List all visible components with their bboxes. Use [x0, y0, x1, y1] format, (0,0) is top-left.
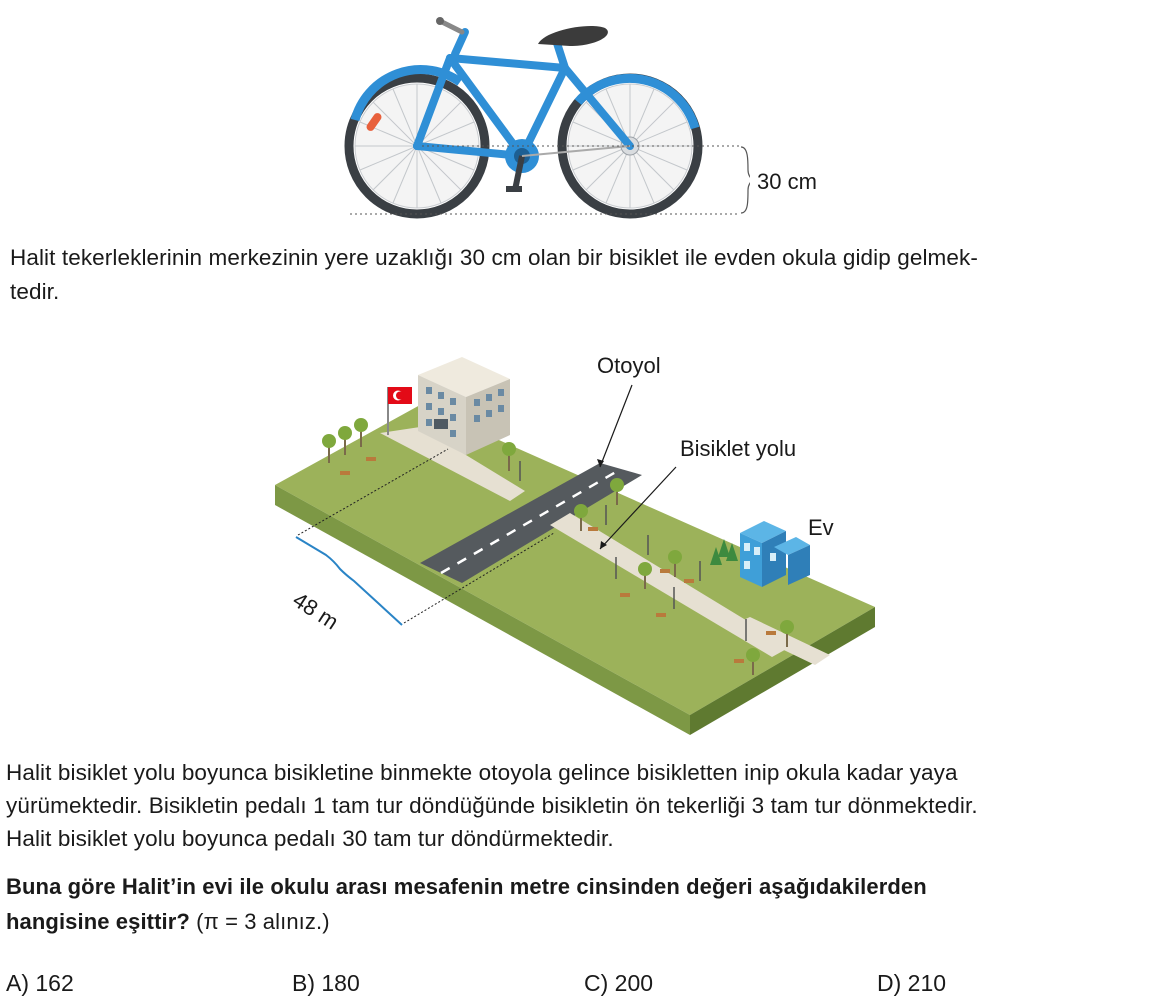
- body-text-line1: Halit bisiklet yolu boyunca bisikletine binmekte otoyola gelince bisikletten inip okula kadar yaya: [6, 760, 958, 785]
- map-illustration: [270, 335, 890, 745]
- option-c-value: 200: [614, 970, 654, 996]
- option-a-value: 162: [35, 970, 74, 996]
- label-distance: 48 m: [288, 587, 344, 635]
- bicycle-illustration: [330, 10, 750, 225]
- label-highway: Otoyol: [597, 353, 661, 378]
- option-c[interactable]: [584, 970, 653, 997]
- intro-text-line2: tedir.: [10, 279, 60, 304]
- option-b[interactable]: [292, 970, 360, 997]
- option-b-letter: B): [292, 970, 315, 996]
- option-a[interactable]: [6, 970, 74, 997]
- label-home: Ev: [808, 515, 834, 540]
- question-line1: Buna göre Halit’in evi ile okulu arası mesafenin metre cinsinden değeri aşağıdakilerden: [6, 874, 927, 899]
- house: [740, 521, 810, 587]
- option-d-value: 210: [907, 970, 947, 996]
- option-a-letter: A): [6, 970, 29, 996]
- option-d-letter: D): [877, 970, 902, 996]
- body-text-line2: yürümektedir. Bisikletin pedalı 1 tam tur döndüğünde bisikletin ön tekerliği 3 tam tur dönmektedir.: [6, 793, 978, 818]
- intro-text-line1: Halit tekerleklerinin merkezinin yere uzaklığı 30 cm olan bir bisiklet ile evden okula gidip gelmek-: [10, 245, 978, 270]
- question-line2: [6, 905, 330, 939]
- measure-label: 30 cm: [757, 169, 817, 194]
- question-emphasis: hangisine eşittir?: [6, 909, 190, 934]
- label-bike-lane: Bisiklet yolu: [680, 436, 797, 461]
- pi-note: (π = 3 alınız.): [196, 909, 330, 934]
- option-c-letter: C): [584, 970, 609, 996]
- body-text-line3: Halit bisiklet yolu boyunca pedalı 30 tam tur döndürmektedir.: [6, 826, 614, 851]
- option-b-value: 180: [321, 970, 360, 996]
- option-d[interactable]: [877, 970, 946, 997]
